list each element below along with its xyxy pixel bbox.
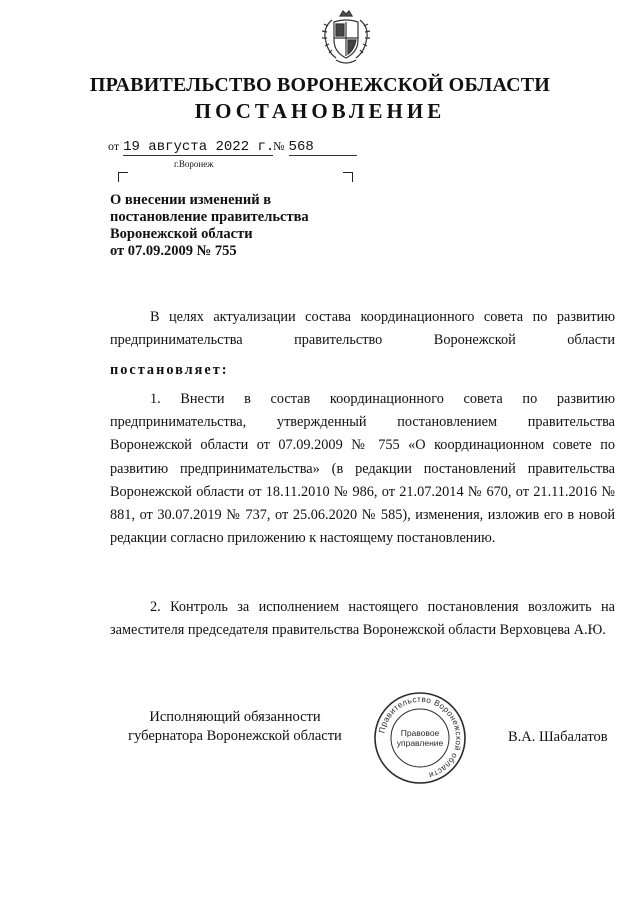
signatory-role (110, 708, 360, 746)
subject-line: постановление правительства (110, 209, 309, 225)
clause-1-paragraph: 1. Внести в состав координационного совета по развитию предпринимательства, утвержденный постановлением правительства Воронежской области от 07.09.2009 № 755 «О координационном совете по развитию предпринимательства» (в редакции постановлений правительства Воронежской области от 18.11.2010 № 986, от 21.07.2014 № 670, от 21.11.2016 № 881, от 30.07.2019 № 737, от 25.06.2020 № 585), изменения, изложив его в новой редакции согласно приложению к настоящему постановлению. (110, 391, 615, 547)
document-type-title: ПОСТАНОВЛЕНИЕ (194, 99, 446, 123)
date-number-line (108, 137, 357, 156)
stamp-center-line: Правовое (400, 728, 440, 738)
signatory-role-line: губернатора Воронежской области (128, 728, 342, 744)
document-number: 568 (289, 139, 357, 156)
document-date: 19 августа 2022 г. (123, 139, 275, 155)
signatory-role-line: Исполняющий обязанности (149, 709, 321, 725)
number-prefix: № (273, 139, 285, 153)
preamble-paragraph: В целях актуализации состава координационного совета по развитию предпринимательства правительство Воронежской области (110, 309, 615, 349)
clause-2-paragraph: 2. Контроль за исполнением настоящего постановления возложить на заместителя председателя правительства Воронежской области Верховцева А.Ю. (110, 599, 615, 639)
subject-line: от 07.09.2009 № 755 (110, 243, 237, 259)
date-prefix: от (108, 139, 120, 153)
ruling-word: постановляет: (110, 362, 229, 378)
stamp-center-line: управление (396, 738, 444, 748)
government-title: ПРАВИТЕЛЬСТВО ВОРОНЕЖСКОЙ ОБЛАСТИ (89, 74, 551, 96)
signatory-name: В.А. Шабалатов (508, 729, 608, 745)
document-subject (110, 192, 370, 260)
voronezh-coat-of-arms-icon (318, 8, 374, 68)
city-name: г.Воронеж (174, 159, 214, 169)
subject-bracket-left (118, 172, 128, 182)
subject-line: Воронежской области (110, 226, 253, 242)
stamp-ring-text: Правительство Воронежской области (377, 694, 464, 780)
subject-bracket-right (343, 172, 353, 182)
subject-line: О внесении изменений в (110, 192, 272, 208)
official-seal-stamp (372, 690, 468, 786)
